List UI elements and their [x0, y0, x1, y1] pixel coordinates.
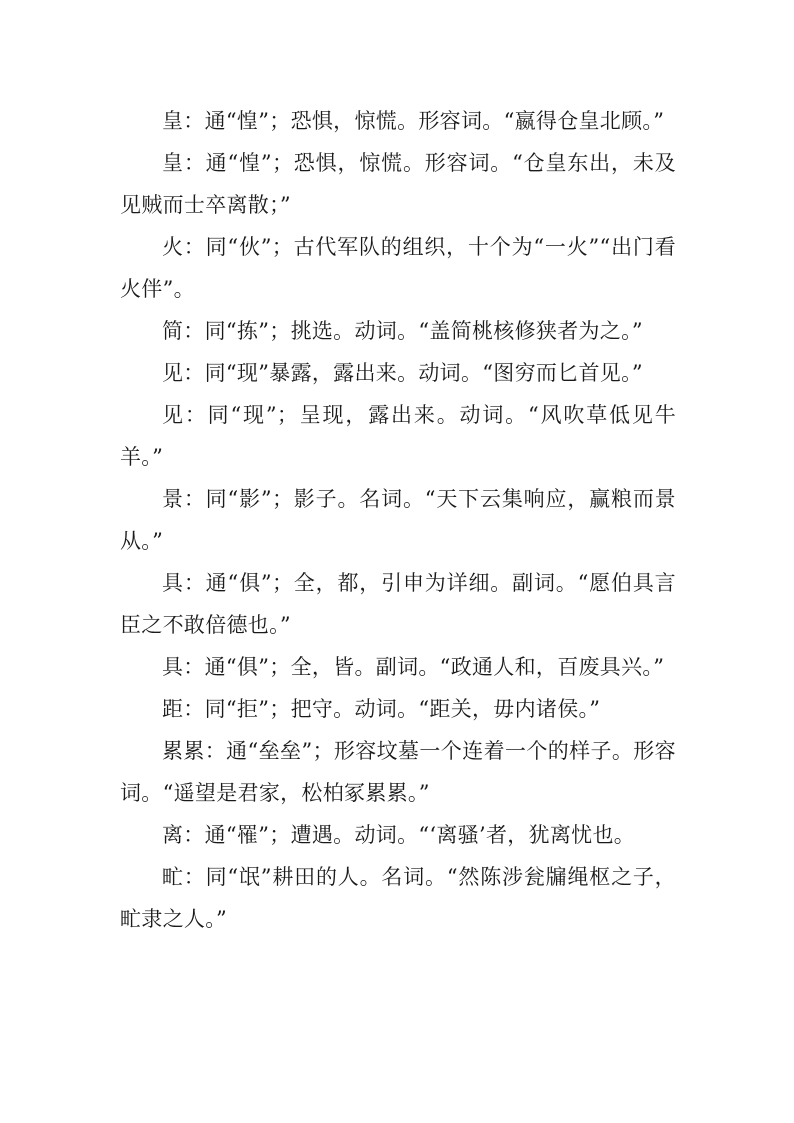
entry-huang-1: 皇：通“惶”；恐惧，惊慌。形容词。“嬴得仓皇北顾。”	[162, 109, 665, 133]
entry-meng: 甿：同“氓”耕田的人。名词。“然陈涉瓮牖绳枢之子，甿隶之人。”	[120, 865, 676, 931]
entry-xian-2: 见：同“现”；呈现，露出来。动词。“风吹草低见牛羊。”	[120, 403, 676, 469]
entry-ju-1: 具：通“俱”；全，都，引申为详细。副词。“愿伯具言臣之不敢倍德也。”	[120, 571, 676, 637]
entry-huang-2: 皇：通“惶”；恐惧，惊慌。形容词。“仓皇东出，未及见贼而士卒离散；”	[120, 151, 676, 217]
text-body	[120, 100, 676, 940]
entry-jing: 景：同“影”；影子。名词。“天下云集响应，赢粮而景从。”	[120, 487, 676, 553]
entry-huo: 火：同“伙”；古代军队的组织，十个为“一火”“出门看火伴”。	[120, 235, 676, 301]
entry-jian: 简：同“拣”；挑选。动词。“盖简桃核修狭者为之。”	[162, 319, 643, 343]
entry-li: 离：通“罹”；遭遇。动词。“‘离骚’者，犹离忧也。	[162, 823, 636, 847]
entry-ju-3: 距：同“拒”；把守。动词。“距关，毋内诸侯。”	[162, 697, 601, 721]
entry-xian-1: 见：同“现”暴露，露出来。动词。“图穷而匕首见。”	[162, 361, 643, 385]
entry-leilei: 累累：通“垒垒”；形容坟墓一个连着一个的样子。形容词。“遥望是君家，松柏冢累累。”	[120, 739, 676, 805]
entry-ju-2: 具：通“俱”；全，皆。副词。“政通人和，百废具兴。”	[162, 655, 665, 679]
